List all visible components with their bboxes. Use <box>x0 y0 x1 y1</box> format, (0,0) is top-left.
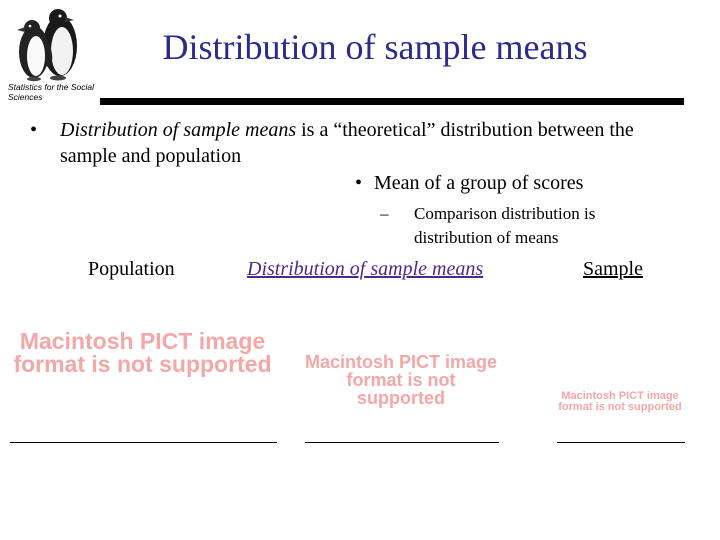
slide-title: Distribution of sample means <box>162 27 588 67</box>
bullet-main-text <box>60 117 670 169</box>
pict-placeholder-sample: Macintosh PICT image format is not supported <box>558 390 682 413</box>
penguins-logo-icon <box>8 4 92 82</box>
distribution-label: Distribution of sample means <box>247 258 484 280</box>
distribution-baseline <box>305 442 499 443</box>
bullet-dot-icon: • <box>355 172 363 194</box>
logo-caption: Statistics for the Social Sciences <box>8 82 94 102</box>
population-baseline <box>10 442 277 443</box>
pict-placeholder-population: Macintosh PICT image format is not supported <box>13 328 272 377</box>
bullet-main-rest: is a “theoretical” distribution between the sample and population <box>60 119 634 167</box>
sample-label: Sample <box>583 258 643 280</box>
title-divider <box>100 98 684 105</box>
bullet-dash-icon: – <box>380 204 389 223</box>
population-label: Population <box>88 258 175 280</box>
bullet-dot-icon: • <box>30 119 38 141</box>
bullet-main-emphasis: Distribution of sample means <box>60 119 297 141</box>
bullet-subsub-text: Comparison distribution is distribution of means <box>414 204 596 247</box>
pict-placeholder-distribution: Macintosh PICT image format is not supported <box>304 352 498 408</box>
sample-baseline <box>557 442 685 443</box>
bullet-sub-text: Mean of a group of scores <box>374 172 584 194</box>
bullet-sub <box>355 170 583 196</box>
